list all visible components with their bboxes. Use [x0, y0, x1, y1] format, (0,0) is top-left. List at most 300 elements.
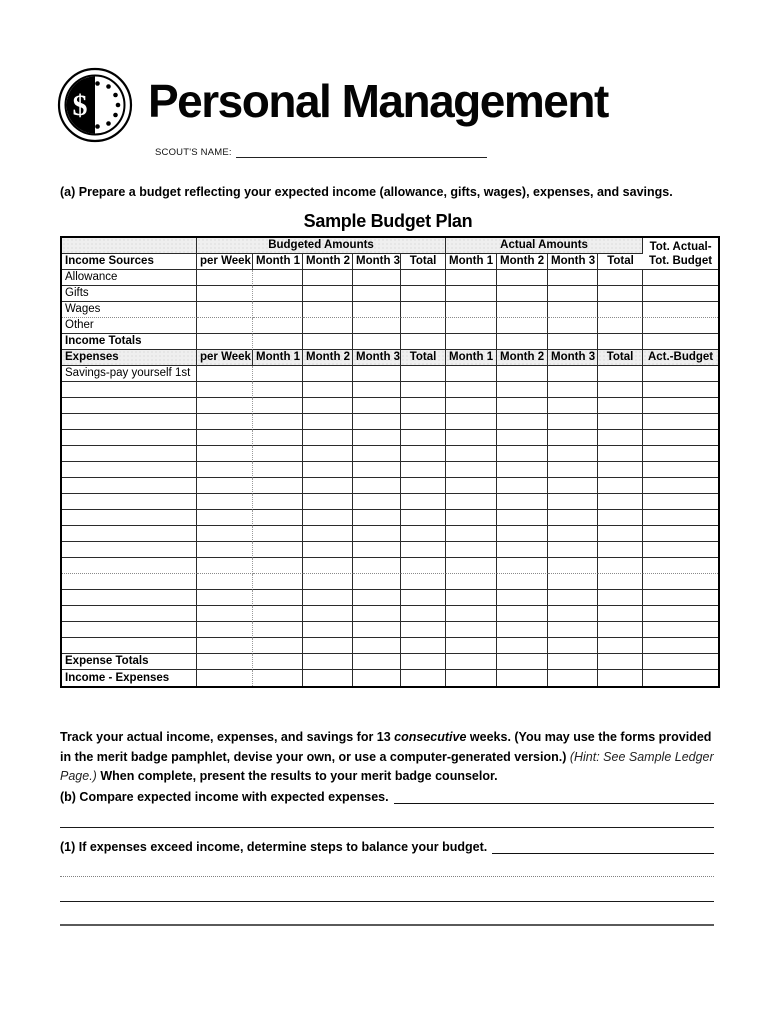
budget-cell[interactable]: [446, 334, 497, 350]
budget-cell[interactable]: [548, 606, 598, 622]
budget-cell[interactable]: [353, 286, 401, 302]
budget-cell[interactable]: [401, 622, 446, 638]
budget-cell[interactable]: [497, 622, 548, 638]
budget-cell[interactable]: [303, 670, 353, 686]
budget-cell[interactable]: [643, 622, 718, 638]
budget-cell[interactable]: [446, 462, 497, 478]
budget-cell[interactable]: [643, 510, 718, 526]
budget-cell[interactable]: [497, 510, 548, 526]
budget-cell[interactable]: [643, 574, 718, 590]
budget-cell[interactable]: [497, 478, 548, 494]
budget-cell[interactable]: [548, 334, 598, 350]
budget-cell[interactable]: [497, 590, 548, 606]
budget-cell[interactable]: [446, 430, 497, 446]
budget-cell[interactable]: [353, 430, 401, 446]
budget-cell[interactable]: [598, 558, 643, 574]
budget-cell[interactable]: [598, 334, 643, 350]
budget-cell[interactable]: [548, 510, 598, 526]
budget-cell[interactable]: [643, 318, 718, 334]
budget-cell[interactable]: [197, 270, 253, 286]
budget-cell[interactable]: [253, 526, 303, 542]
budget-cell[interactable]: [401, 494, 446, 510]
budget-cell[interactable]: [253, 334, 303, 350]
budget-cell[interactable]: [497, 670, 548, 686]
budget-cell[interactable]: [401, 478, 446, 494]
expense-row-label-cell[interactable]: [62, 542, 197, 558]
column-header: Act.-Budget: [643, 350, 718, 366]
budget-cell[interactable]: [253, 318, 303, 334]
budget-cell[interactable]: [197, 334, 253, 350]
budget-cell[interactable]: [197, 446, 253, 462]
budget-cell[interactable]: [548, 670, 598, 686]
budget-cell[interactable]: [643, 590, 718, 606]
budget-cell[interactable]: [253, 494, 303, 510]
budget-cell[interactable]: [643, 302, 718, 318]
budget-cell[interactable]: [353, 398, 401, 414]
budget-cell[interactable]: [548, 318, 598, 334]
budget-cell[interactable]: [401, 430, 446, 446]
budget-cell[interactable]: [497, 542, 548, 558]
budget-cell[interactable]: [643, 334, 718, 350]
budget-cell[interactable]: [401, 334, 446, 350]
budget-cell[interactable]: [446, 494, 497, 510]
budget-cell[interactable]: [497, 302, 548, 318]
budget-cell[interactable]: [548, 446, 598, 462]
budget-cell[interactable]: [253, 414, 303, 430]
budget-cell[interactable]: [497, 366, 548, 382]
budget-cell[interactable]: [303, 590, 353, 606]
budget-cell[interactable]: [446, 414, 497, 430]
budget-cell[interactable]: [197, 302, 253, 318]
budget-cell[interactable]: [353, 414, 401, 430]
budget-cell[interactable]: [643, 398, 718, 414]
budget-cell[interactable]: [253, 398, 303, 414]
budget-cell[interactable]: [353, 670, 401, 686]
budget-cell[interactable]: [303, 334, 353, 350]
expenses-header: Expenses: [62, 350, 197, 366]
budget-cell[interactable]: [598, 606, 643, 622]
budget-cell[interactable]: [401, 302, 446, 318]
budget-cell[interactable]: [303, 558, 353, 574]
budget-cell[interactable]: [303, 494, 353, 510]
budget-cell[interactable]: [548, 638, 598, 654]
budget-cell[interactable]: [303, 414, 353, 430]
budget-cell[interactable]: [643, 446, 718, 462]
budget-cell[interactable]: [548, 574, 598, 590]
note-text-segment: consecutive: [394, 730, 467, 744]
budget-cell[interactable]: [353, 462, 401, 478]
budget-cell[interactable]: [548, 430, 598, 446]
budget-cell[interactable]: [401, 270, 446, 286]
column-header: Month 1: [446, 350, 497, 366]
budget-cell[interactable]: [253, 542, 303, 558]
budget-cell[interactable]: [643, 286, 718, 302]
budget-cell[interactable]: [548, 622, 598, 638]
budget-cell[interactable]: [598, 510, 643, 526]
budget-cell[interactable]: [197, 622, 253, 638]
budget-cell[interactable]: [446, 398, 497, 414]
budget-cell[interactable]: [598, 622, 643, 638]
budget-cell[interactable]: [197, 670, 253, 686]
budget-cell[interactable]: [598, 574, 643, 590]
budget-cell[interactable]: [548, 654, 598, 670]
budget-cell[interactable]: [497, 318, 548, 334]
total-column-label-line: Tot. Actual-: [649, 240, 712, 253]
budget-cell[interactable]: [401, 638, 446, 654]
income-row-label: Gifts: [62, 286, 197, 302]
budget-cell[interactable]: [197, 558, 253, 574]
budget-cell[interactable]: [353, 590, 401, 606]
budget-cell[interactable]: [353, 302, 401, 318]
budget-cell[interactable]: [446, 286, 497, 302]
expense-row-label-cell[interactable]: [62, 590, 197, 606]
budget-cell[interactable]: [401, 526, 446, 542]
budget-cell[interactable]: [446, 542, 497, 558]
total-column-label-line: Tot. Budget: [649, 254, 713, 267]
budget-cell[interactable]: [548, 382, 598, 398]
budget-cell[interactable]: [548, 302, 598, 318]
budget-cell[interactable]: [497, 398, 548, 414]
column-header: Total: [598, 254, 643, 270]
budget-table: [60, 236, 720, 688]
budgeted-amounts-header: Budgeted Amounts: [197, 238, 446, 254]
budget-cell[interactable]: [401, 398, 446, 414]
budget-cell[interactable]: [446, 526, 497, 542]
budget-cell[interactable]: [197, 574, 253, 590]
budget-cell[interactable]: [253, 574, 303, 590]
budget-cell[interactable]: [253, 366, 303, 382]
budget-cell[interactable]: [497, 446, 548, 462]
budget-cell[interactable]: [643, 494, 718, 510]
budget-cell[interactable]: [197, 590, 253, 606]
budget-cell[interactable]: [446, 606, 497, 622]
budget-cell[interactable]: [643, 430, 718, 446]
budget-cell[interactable]: [353, 558, 401, 574]
answer-line[interactable]: [60, 901, 714, 902]
budget-cell[interactable]: [303, 654, 353, 670]
budget-cell[interactable]: [548, 414, 598, 430]
budget-cell[interactable]: [643, 414, 718, 430]
income-minus-expenses-label: Income - Expenses: [62, 670, 197, 686]
budget-cell[interactable]: [353, 606, 401, 622]
budget-cell[interactable]: [446, 366, 497, 382]
budget-cell[interactable]: [497, 270, 548, 286]
expense-row-label-cell[interactable]: [62, 398, 197, 414]
expense-row-label-cell[interactable]: [62, 558, 197, 574]
budget-cell[interactable]: [401, 286, 446, 302]
budget-cell[interactable]: [643, 670, 718, 686]
budget-cell[interactable]: [303, 430, 353, 446]
requirement-b1-row: [60, 840, 714, 854]
budget-cell[interactable]: [598, 382, 643, 398]
expense-row-label-cell[interactable]: [62, 526, 197, 542]
budget-cell[interactable]: [598, 462, 643, 478]
budget-cell[interactable]: [548, 478, 598, 494]
answer-line[interactable]: [60, 876, 714, 877]
budget-cell[interactable]: [353, 366, 401, 382]
budget-cell[interactable]: [598, 494, 643, 510]
budget-cell[interactable]: [401, 446, 446, 462]
requirement-b-answer-line[interactable]: [394, 791, 714, 804]
budget-cell[interactable]: [197, 542, 253, 558]
budget-cell[interactable]: [401, 510, 446, 526]
budget-cell[interactable]: [598, 446, 643, 462]
column-header: Month 1: [253, 254, 303, 270]
expense-row-label-cell[interactable]: [62, 430, 197, 446]
budget-cell[interactable]: [548, 270, 598, 286]
budget-cell[interactable]: [548, 526, 598, 542]
budget-cell[interactable]: [197, 398, 253, 414]
budget-cell[interactable]: [197, 478, 253, 494]
budget-cell[interactable]: [253, 510, 303, 526]
budget-cell[interactable]: [253, 382, 303, 398]
budget-cell[interactable]: [253, 638, 303, 654]
budget-cell[interactable]: [497, 414, 548, 430]
budget-cell[interactable]: [401, 606, 446, 622]
budget-cell[interactable]: [197, 654, 253, 670]
page-title: Personal Management: [148, 75, 608, 127]
budget-cell[interactable]: [446, 574, 497, 590]
income-row-label: Other: [62, 318, 197, 334]
expense-row-label-cell[interactable]: [62, 414, 197, 430]
budget-cell[interactable]: [401, 670, 446, 686]
budget-cell[interactable]: [548, 366, 598, 382]
budget-cell[interactable]: [643, 270, 718, 286]
budget-cell[interactable]: [303, 382, 353, 398]
budget-cell[interactable]: [497, 286, 548, 302]
budget-cell[interactable]: [497, 430, 548, 446]
budget-cell[interactable]: [303, 606, 353, 622]
budget-cell[interactable]: [197, 286, 253, 302]
budget-cell[interactable]: [401, 542, 446, 558]
budget-cell[interactable]: [401, 318, 446, 334]
budget-cell[interactable]: [446, 510, 497, 526]
expense-row-label-cell[interactable]: [62, 622, 197, 638]
budget-cell[interactable]: [303, 510, 353, 526]
budget-cell[interactable]: [548, 398, 598, 414]
budget-cell[interactable]: [253, 670, 303, 686]
budget-cell[interactable]: [598, 542, 643, 558]
budget-cell[interactable]: [303, 574, 353, 590]
expense-row-label-cell[interactable]: [62, 510, 197, 526]
budget-cell[interactable]: [303, 478, 353, 494]
budget-cell[interactable]: [353, 270, 401, 286]
budget-cell[interactable]: [446, 670, 497, 686]
budget-cell[interactable]: [303, 622, 353, 638]
budget-cell[interactable]: [197, 366, 253, 382]
budget-cell[interactable]: [197, 430, 253, 446]
budget-cell[interactable]: [446, 654, 497, 670]
expense-row-label-cell[interactable]: [62, 638, 197, 654]
budget-cell[interactable]: [197, 526, 253, 542]
budget-cell[interactable]: [497, 462, 548, 478]
expense-row-label-cell[interactable]: [62, 462, 197, 478]
budget-cell[interactable]: [303, 318, 353, 334]
budget-cell[interactable]: [197, 638, 253, 654]
budget-cell[interactable]: [253, 270, 303, 286]
budget-cell[interactable]: [401, 558, 446, 574]
budget-cell[interactable]: [253, 622, 303, 638]
budget-cell[interactable]: [643, 542, 718, 558]
budget-cell[interactable]: [197, 494, 253, 510]
budget-cell[interactable]: [446, 590, 497, 606]
budget-cell[interactable]: [446, 558, 497, 574]
budget-cell[interactable]: [548, 462, 598, 478]
budget-cell[interactable]: [197, 510, 253, 526]
budget-cell[interactable]: [598, 398, 643, 414]
budget-cell[interactable]: [598, 286, 643, 302]
budget-cell[interactable]: [643, 462, 718, 478]
expense-row-label: Savings-pay yourself 1st: [62, 366, 197, 382]
requirement-b-text: (b) Compare expected income with expected expenses.: [60, 790, 389, 804]
budget-cell[interactable]: [253, 430, 303, 446]
budget-cell[interactable]: [598, 654, 643, 670]
budget-cell[interactable]: [643, 654, 718, 670]
budget-cell[interactable]: [598, 526, 643, 542]
budget-cell[interactable]: [598, 366, 643, 382]
scout-name-label: SCOUT'S NAME:: [155, 147, 232, 158]
budget-cell[interactable]: [598, 430, 643, 446]
budget-cell[interactable]: [446, 446, 497, 462]
budget-cell[interactable]: [643, 382, 718, 398]
budget-cell[interactable]: [303, 398, 353, 414]
budget-cell[interactable]: [253, 286, 303, 302]
expense-row-label-cell[interactable]: [62, 382, 197, 398]
budget-cell[interactable]: [446, 638, 497, 654]
budget-cell[interactable]: [446, 382, 497, 398]
scout-name-row: [155, 147, 487, 158]
budget-cell[interactable]: [446, 318, 497, 334]
expense-row-label-cell[interactable]: [62, 606, 197, 622]
budget-cell[interactable]: [353, 542, 401, 558]
budget-cell[interactable]: [353, 494, 401, 510]
budget-cell[interactable]: [353, 478, 401, 494]
budget-cell[interactable]: [643, 478, 718, 494]
expense-row-label-cell[interactable]: [62, 446, 197, 462]
budget-cell[interactable]: [598, 270, 643, 286]
budget-cell[interactable]: [401, 462, 446, 478]
budget-cell[interactable]: [353, 510, 401, 526]
budget-cell[interactable]: [497, 654, 548, 670]
budget-cell[interactable]: [401, 382, 446, 398]
budget-cell[interactable]: [303, 366, 353, 382]
budget-cell[interactable]: [303, 542, 353, 558]
column-header: Month 3: [353, 254, 401, 270]
budget-cell[interactable]: [446, 622, 497, 638]
budget-cell[interactable]: [643, 366, 718, 382]
budget-cell[interactable]: [197, 462, 253, 478]
budget-cell[interactable]: [197, 318, 253, 334]
budget-cell[interactable]: [643, 558, 718, 574]
budget-cell[interactable]: [497, 606, 548, 622]
budget-cell[interactable]: [598, 302, 643, 318]
expense-row-label-cell[interactable]: [62, 574, 197, 590]
budget-cell[interactable]: [353, 574, 401, 590]
budget-cell[interactable]: [497, 494, 548, 510]
requirement-b-row: [60, 790, 714, 804]
expense-row-label-cell[interactable]: [62, 478, 197, 494]
requirement-b1-answer-line[interactable]: [492, 841, 714, 854]
budget-cell[interactable]: [303, 270, 353, 286]
answer-line[interactable]: [60, 924, 714, 926]
budget-cell[interactable]: [548, 286, 598, 302]
corner-cell: [62, 238, 197, 254]
budget-cell[interactable]: [548, 542, 598, 558]
budget-cell[interactable]: [598, 318, 643, 334]
budget-cell[interactable]: [353, 446, 401, 462]
budget-cell[interactable]: [353, 382, 401, 398]
budget-cell[interactable]: [303, 446, 353, 462]
budget-cell[interactable]: [446, 478, 497, 494]
budget-cell[interactable]: [197, 382, 253, 398]
budget-cell[interactable]: [253, 302, 303, 318]
column-header: Month 1: [446, 254, 497, 270]
budget-cell[interactable]: [598, 670, 643, 686]
budget-cell[interactable]: [401, 414, 446, 430]
budget-cell[interactable]: [303, 286, 353, 302]
budget-cell[interactable]: [497, 638, 548, 654]
budget-cell[interactable]: [401, 574, 446, 590]
budget-cell[interactable]: [497, 334, 548, 350]
budget-cell[interactable]: [497, 382, 548, 398]
budget-cell[interactable]: [446, 302, 497, 318]
budget-cell[interactable]: [598, 638, 643, 654]
budget-cell[interactable]: [303, 526, 353, 542]
budget-cell[interactable]: [497, 558, 548, 574]
budget-cell[interactable]: [401, 366, 446, 382]
budget-cell[interactable]: [598, 414, 643, 430]
budget-cell[interactable]: [253, 478, 303, 494]
budget-cell[interactable]: [253, 446, 303, 462]
column-header: Month 2: [303, 254, 353, 270]
budget-cell[interactable]: [353, 526, 401, 542]
budget-cell[interactable]: [253, 462, 303, 478]
budget-cell[interactable]: [197, 414, 253, 430]
budget-cell[interactable]: [353, 654, 401, 670]
budget-cell[interactable]: [446, 270, 497, 286]
budget-cell[interactable]: [598, 478, 643, 494]
budget-cell[interactable]: [353, 638, 401, 654]
budget-cell[interactable]: [253, 606, 303, 622]
budget-cell[interactable]: [303, 638, 353, 654]
budget-cell[interactable]: [303, 302, 353, 318]
income-totals-label: Income Totals: [62, 334, 197, 350]
budget-cell[interactable]: [401, 590, 446, 606]
budget-cell[interactable]: [598, 590, 643, 606]
budget-cell[interactable]: [643, 638, 718, 654]
budget-cell[interactable]: [253, 654, 303, 670]
budget-cell[interactable]: [497, 526, 548, 542]
budget-cell[interactable]: [353, 318, 401, 334]
answer-line[interactable]: [60, 827, 714, 828]
budget-cell[interactable]: [353, 622, 401, 638]
budget-cell[interactable]: [253, 558, 303, 574]
income-sources-header: Income Sources: [62, 254, 197, 270]
budget-cell[interactable]: [197, 606, 253, 622]
budget-cell[interactable]: [401, 654, 446, 670]
budget-cell[interactable]: [353, 334, 401, 350]
budget-cell[interactable]: [548, 558, 598, 574]
budget-cell[interactable]: [643, 526, 718, 542]
budget-cell[interactable]: [548, 494, 598, 510]
budget-cell[interactable]: [253, 590, 303, 606]
scout-name-input-line[interactable]: [236, 147, 487, 158]
expense-row-label-cell[interactable]: [62, 494, 197, 510]
budget-cell[interactable]: [303, 462, 353, 478]
budget-cell[interactable]: [643, 606, 718, 622]
budget-cell[interactable]: [497, 574, 548, 590]
budget-cell[interactable]: [548, 590, 598, 606]
